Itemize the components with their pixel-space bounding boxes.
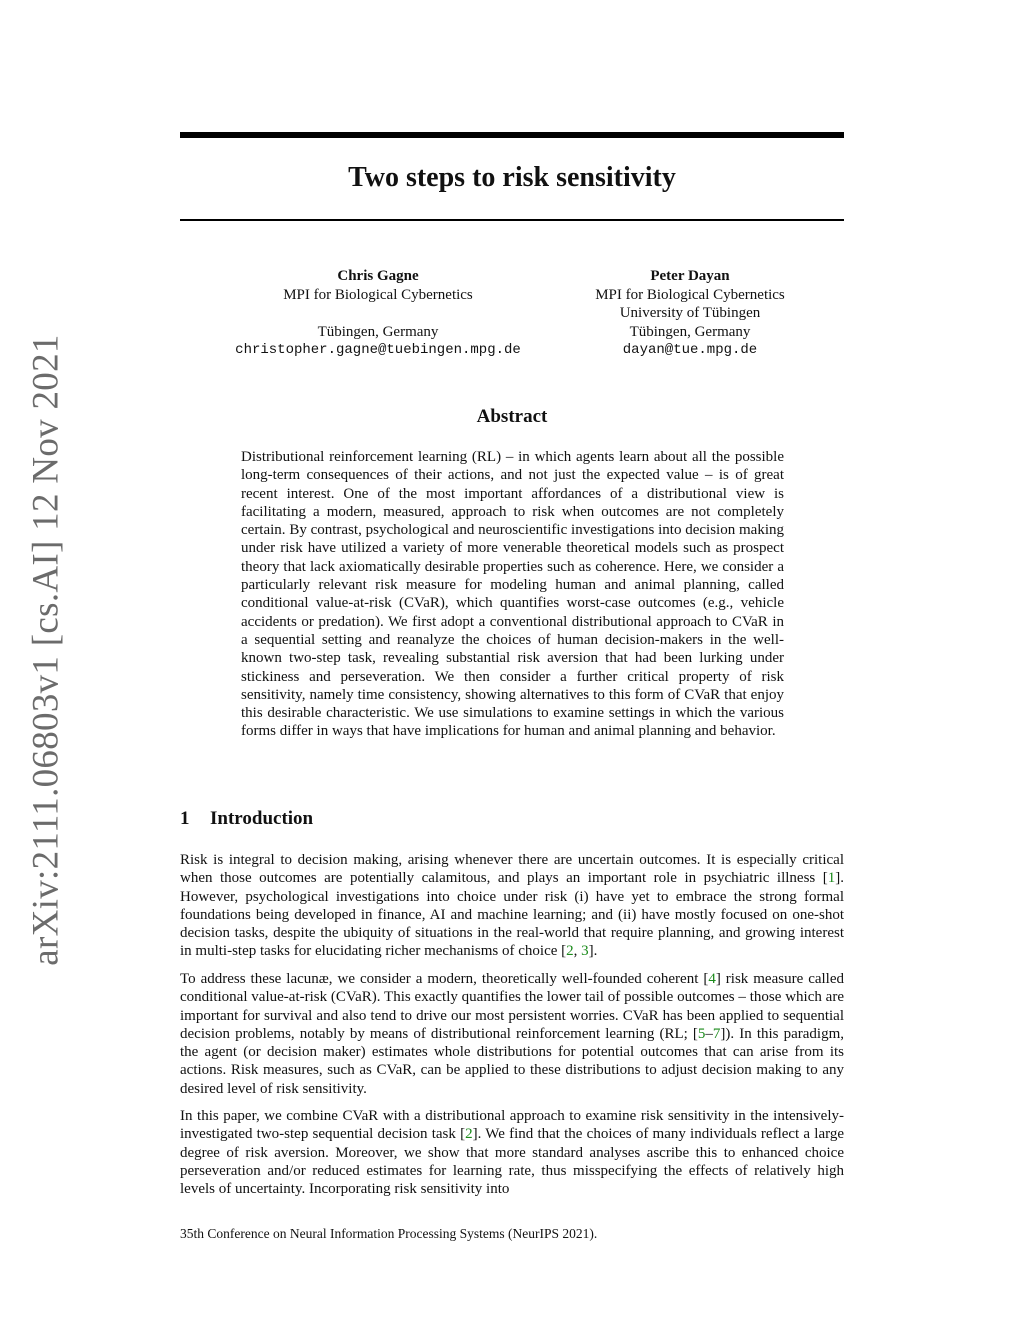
citation-link[interactable]: 5 [697,1025,706,1042]
author-location: Tübingen, Germany [317,323,439,340]
section-title: Introduction [210,808,314,829]
citation-link[interactable]: 7 [712,1025,721,1042]
citation-link[interactable]: 3 [581,943,589,960]
author-email[interactable]: dayan@tue.mpg.de [622,342,758,358]
author-block-2 [560,267,820,360]
conference-footer: 35th Conference on Neural Information Processing Systems (NeurIPS 2021). [180,1226,598,1241]
arxiv-id-text: arXiv:2111.06803v1 [cs.AI] 12 Nov 2021 [25,334,67,966]
author-affiliation: MPI for Biological Cybernetics [283,286,473,303]
section-number: 1 [180,808,190,829]
section-heading [180,808,313,830]
abstract-heading: Abstract [476,406,548,427]
author-block-1 [200,267,556,360]
author-affiliation-secondary: University of Tübingen [619,305,761,321]
intro-paragraph-1: Risk is integral to decision making, arising whenever there are uncertain outcomes. It is especially critical when those outcomes are potentially calamitous, and plays an important role in psychiatric illness [1]. However, psychological investigations into choice under risk (i) have yet to embrace the strong formal foundations being developed in finance, AI and machine learning; and (ii) have mostly focused on one-shot decision tasks, despite the ubiquity of situations in the real-world that require planning, and growing interest in multi-step tasks for elucidating richer mechanisms of choice [2, 3]. [180,852,844,960]
citation-link[interactable]: 1 [827,870,836,887]
author-location: Tübingen, Germany [629,323,751,340]
author-name: Chris Gagne [337,268,419,284]
author-affiliation: MPI for Biological Cybernetics [595,286,785,303]
citation-link[interactable]: 2 [566,943,574,960]
abstract-text: Distributional reinforcement learning (RL) – in which agents learn about all the possible long-term consequences of their actions, and not just the expected value – is of great recent interest. One of the most important affordances of a distributional view is facilitating a modern, measured, approach to risk when outcomes are not completely certain. By contrast, psychological and neuroscientific investigations into decision making under risk have utilized a variety of more venerable theoretical models such as prospect theory that lack axiomatically desirable properties such as coherence. Here, we consider a particularly relevant risk measure for modeling human and animal planning, called conditional value-at-risk (CVaR), which quantifies worst-case outcomes (e.g., vehicle accidents or predation). We first adopt a conventional distributional approach to CVaR in a sequential setting and reanalyze the choices of human decision-makers in the well-known two-step task, revealing substantial risk aversion that had been lurking under stickiness and perseveration. We then consider a further critical property of risk sensitivity, namely time consistency, showing alternatives to this form of CVaR that enjoy this desirable characteristic. We use simulations to examine settings in which the various forms differ in ways that have implications for human and animal planning and behavior. [241,449,784,740]
title-bottom-rule [180,219,844,221]
title-top-rule [180,132,844,138]
intro-paragraph-3: In this paper, we combine CVaR with a distributional approach to examine risk sensitivity in the intensively-investigated two-step sequential decision task [2]. We find that the choices of many individuals reflect a large degree of risk aversion. Moreover, we show that more standard analyses ascribe this to enhanced choice perseveration and/or reduced estimates for learning rate, thus misspecifying the effects of relatively high levels of uncertainty. Incorporating risk sensitivity into [180,1108,844,1198]
paper-title: Two steps to risk sensitivity [348,162,676,193]
citation-link[interactable]: 4 [708,971,716,987]
author-email[interactable]: christopher.gagne@tuebingen.mpg.de [235,342,521,358]
intro-paragraph-2: To address these lacunæ, we consider a modern, theoretically well-founded coherent [4] risk measure called conditional value-at-risk (CVaR). This exactly quantifies the lower tail of possible outcomes – those which are important for survival and also tend to drive our most persistent worries. CVaR has been applied to sequential decision problems, notably by means of distributional reinforcement learning (RL; [5–7]). In this paradigm, the agent (or decision maker) estimates whole distributions for potential outcomes that can arise from its actions. Risk measures, such as CVaR, can be applied to these distributions to adjust decision making to any desired level of risk sensitivity. [180,971,845,1097]
citation-link[interactable]: 2 [465,1126,473,1143]
author-name: Peter Dayan [650,268,730,284]
